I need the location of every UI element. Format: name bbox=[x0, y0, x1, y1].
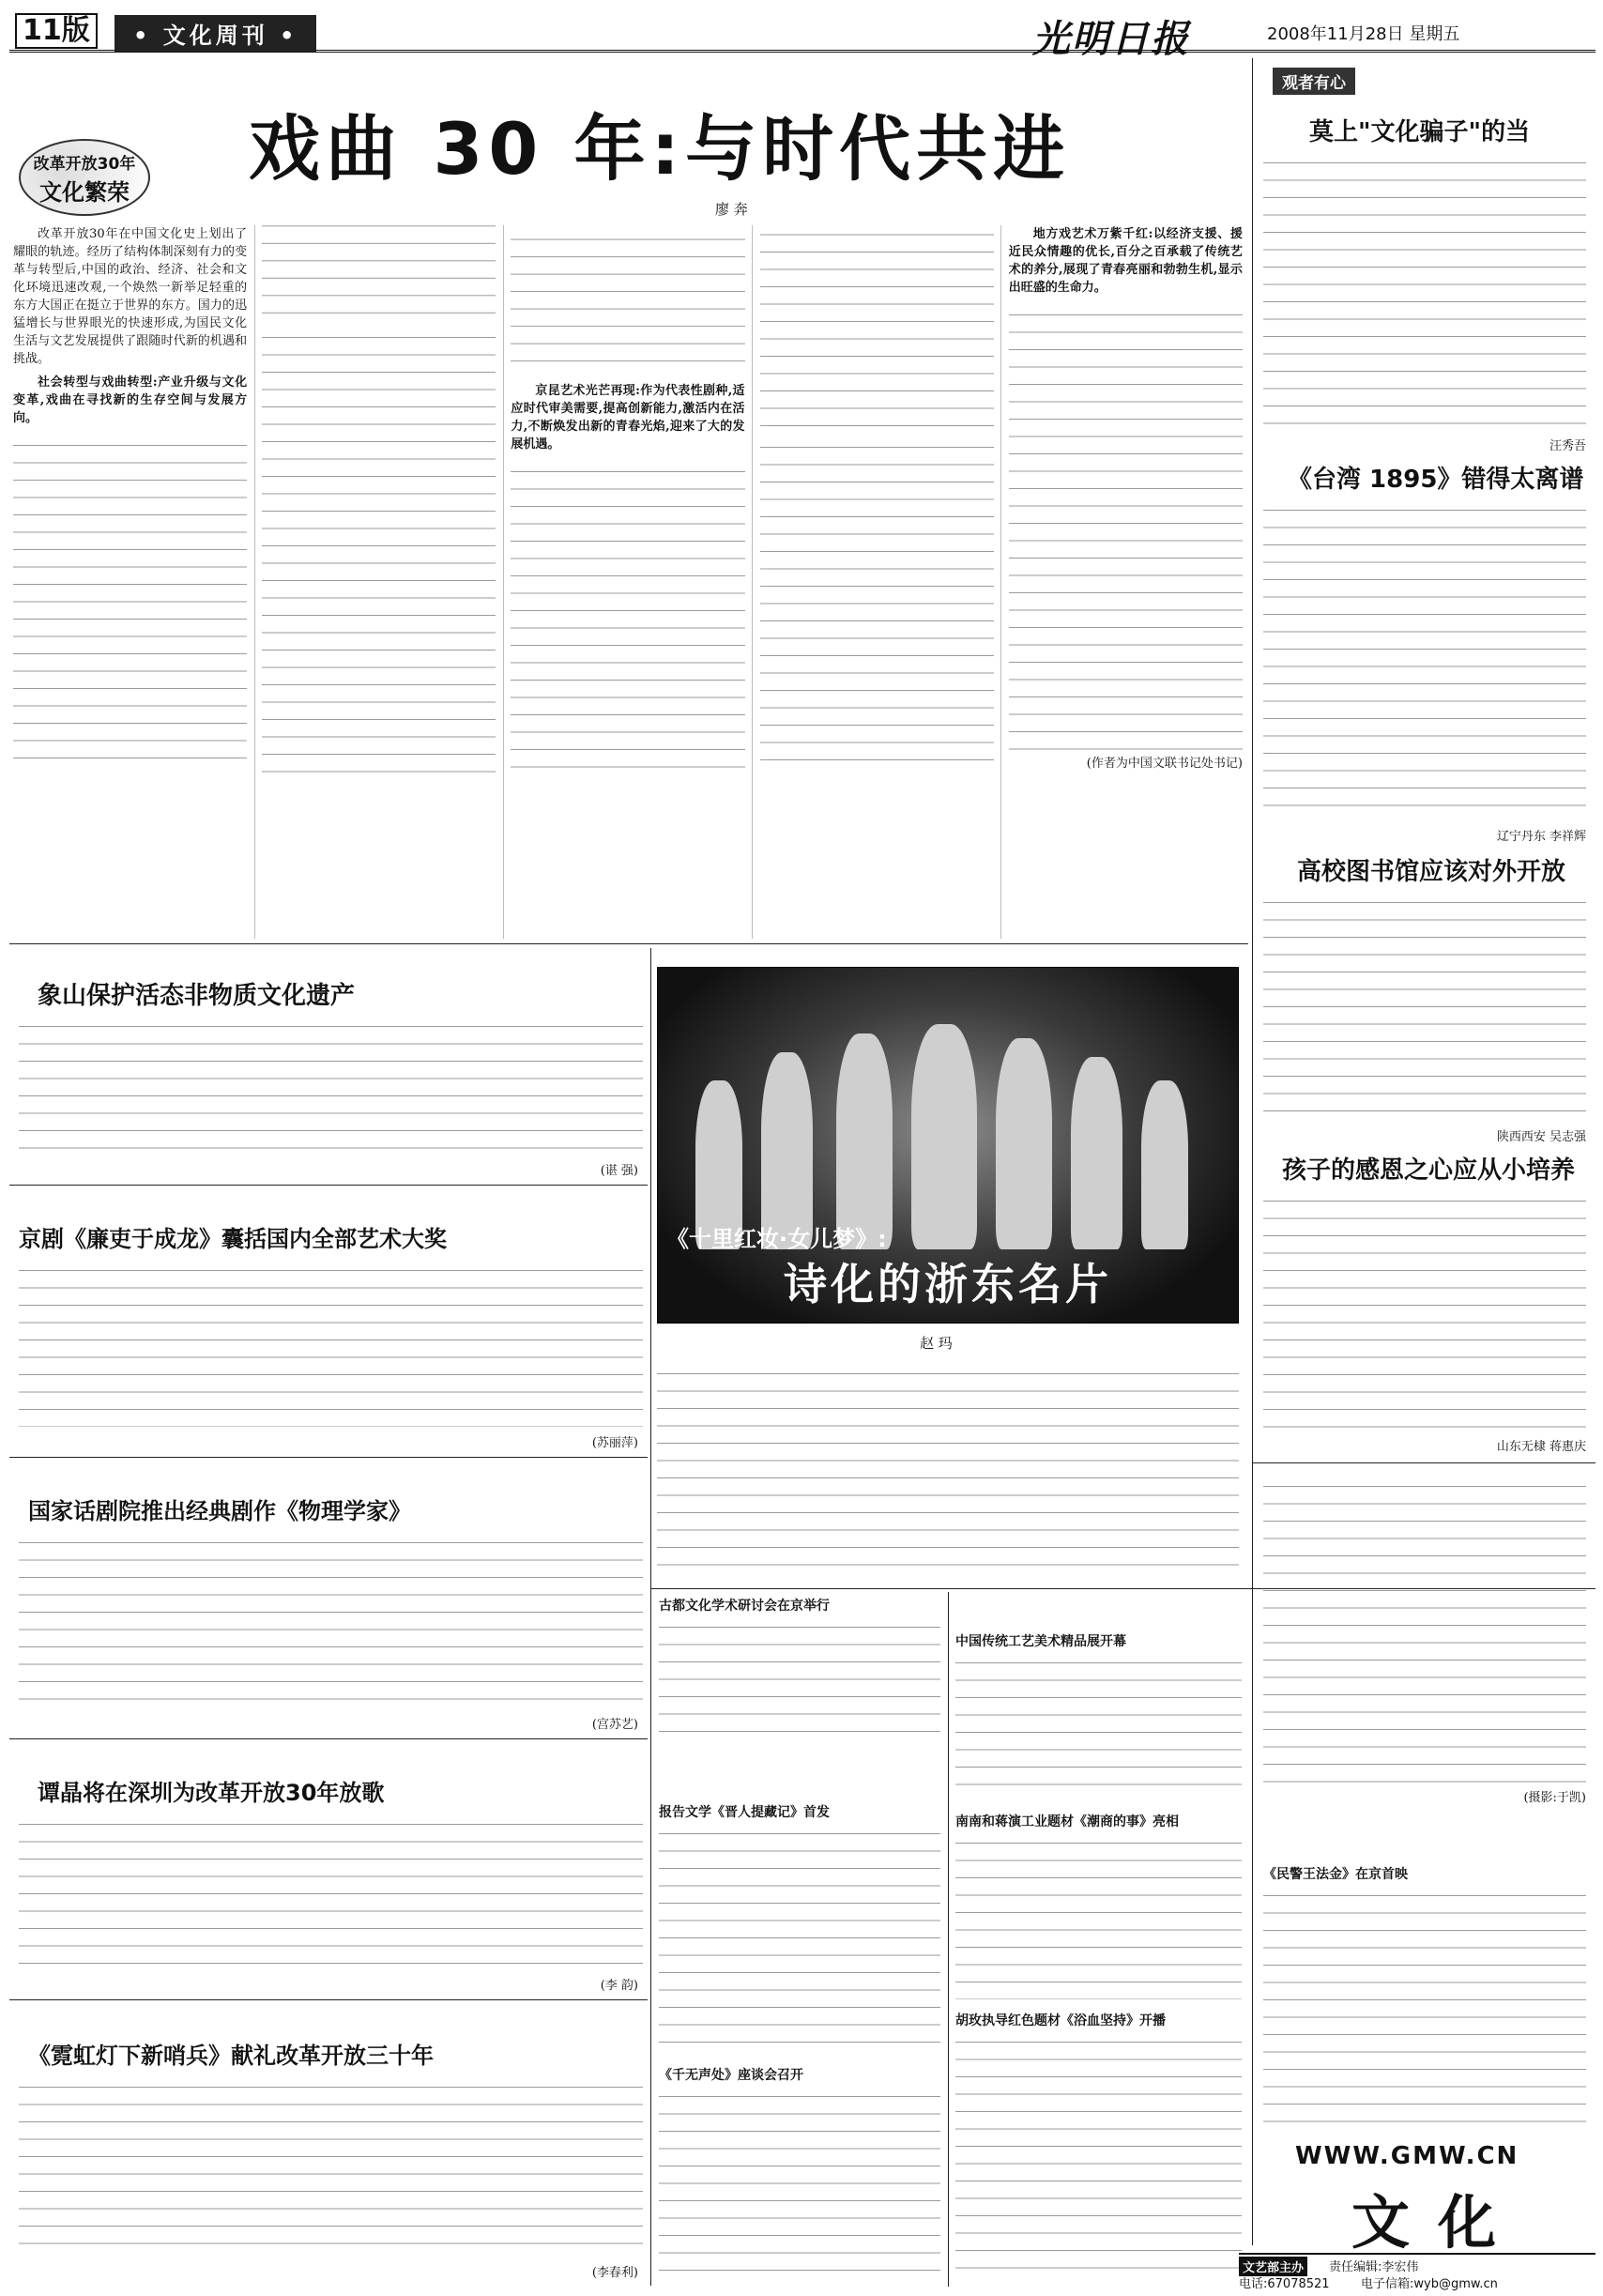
brief-title: 《千无声处》座谈会召开 bbox=[659, 2068, 803, 2083]
right-article-author: 辽宁丹东 李祥辉 bbox=[1496, 830, 1586, 844]
editor-footer bbox=[1239, 2253, 1595, 2290]
brief-body bbox=[659, 2084, 940, 2272]
page-header bbox=[9, 6, 1595, 61]
brief-title: 南南和蒋演工业题材《潮商的事》亮相 bbox=[955, 1814, 1179, 1829]
news-body bbox=[19, 1258, 643, 1427]
main-credit: (作者为中国文联书记处书记) bbox=[1086, 757, 1243, 771]
section-divider bbox=[9, 943, 1248, 944]
feature-credit: (摄影:于凯) bbox=[1523, 1791, 1586, 1805]
right-article-body bbox=[1263, 150, 1586, 432]
news-author: (李春利) bbox=[591, 2266, 638, 2280]
brief-body bbox=[955, 1650, 1242, 1800]
brief-body bbox=[659, 1821, 940, 2056]
brief-title: 《民警王法金》在京首映 bbox=[1263, 1867, 1408, 1882]
main-headline: 戏曲 30 年:与时代共进 bbox=[249, 107, 1071, 191]
news-body bbox=[19, 1812, 643, 1971]
news-title: 京剧《廉吏于成龙》囊括国内全部艺术大奖 bbox=[19, 1226, 447, 1252]
main-subhead-2: 京昆艺术光芒再现:作为代表性剧种,适应时代审美需要,提高创新能力,激活内在活力,不断焕发出新的青春光焰,迎来了大的发展机遇。 bbox=[511, 383, 745, 452]
right-article-author: 陕西西安 吴志强 bbox=[1496, 1130, 1586, 1144]
editor-phone: 电话:67078521 bbox=[1239, 2277, 1330, 2291]
right-article-title: 《台湾 1895》错得太离谱 bbox=[1288, 466, 1584, 494]
right-article-body bbox=[1263, 890, 1586, 1125]
feature-byline: 赵 玛 bbox=[920, 1335, 953, 1352]
main-subhead-3: 地方戏艺术万紫千红:以经济支援、援近民众情趣的优长,百分之百承载了传统艺术的养分,展现了青春亮丽和勃勃生机,显示出旺盛的生命力。 bbox=[1008, 227, 1243, 295]
section-name: • 文化周刊 • bbox=[114, 15, 316, 52]
main-subhead-1: 社会转型与戏曲转型:产业升级与文化变革,戏曲在寻找新的生存空间与发展方向。 bbox=[13, 375, 248, 425]
right-article-title: 莫上"文化骗子"的当 bbox=[1309, 118, 1531, 146]
news-body bbox=[19, 2074, 643, 2253]
main-byline: 廖 奔 bbox=[715, 201, 748, 218]
right-article-author: 山东无棣 蒋惠庆 bbox=[1496, 1440, 1586, 1454]
news-title: 谭晶将在深圳为改革开放30年放歌 bbox=[38, 1780, 385, 1806]
section-label-culture: 文化 bbox=[1351, 2188, 1525, 2257]
news-author: (谌 强) bbox=[600, 1164, 638, 1178]
page-number: 11版 bbox=[15, 13, 98, 49]
website-url: WWW.GMW.CN bbox=[1295, 2142, 1519, 2170]
brief-body bbox=[955, 1830, 1242, 1999]
brief-body bbox=[955, 2029, 1242, 2273]
right-article-body bbox=[1263, 1188, 1586, 1432]
right-article-body bbox=[1263, 497, 1586, 821]
section-divider bbox=[1252, 1462, 1595, 1463]
brief-title: 胡玫执导红色题材《浴血坚持》开播 bbox=[955, 2013, 1166, 2028]
news-title: 《霓虹灯下新哨兵》献礼改革开放三十年 bbox=[28, 2043, 434, 2069]
badge-line-2: 文化繁荣 bbox=[39, 179, 130, 206]
main-text-block bbox=[1009, 302, 1243, 753]
news-author: (李 韵) bbox=[600, 1979, 638, 1993]
masthead-logo: 光明日报 bbox=[1032, 17, 1190, 61]
news-title: 国家话剧院推出经典剧作《物理学家》 bbox=[28, 1498, 411, 1524]
editor-email: 电子信箱:wyb@gmw.cn bbox=[1361, 2277, 1498, 2291]
news-body bbox=[19, 1530, 643, 1708]
feature-caption-big: 诗化的浙东名片 bbox=[784, 1259, 1112, 1309]
column-tag: 观者有心 bbox=[1273, 68, 1355, 95]
feature-body-continued bbox=[1263, 1474, 1586, 1783]
news-author: (宫苏艺) bbox=[591, 1718, 638, 1732]
column-divider bbox=[1252, 58, 1253, 2245]
right-article-author: 汪秀吾 bbox=[1549, 439, 1586, 453]
news-author: (苏丽萍) bbox=[591, 1436, 638, 1450]
section-divider bbox=[9, 1457, 648, 1458]
main-article-body bbox=[13, 225, 1243, 939]
theme-badge bbox=[19, 139, 150, 216]
section-divider bbox=[9, 1999, 648, 2000]
section-divider bbox=[9, 1738, 648, 1739]
right-article-title: 孩子的感恩之心应从小培养 bbox=[1282, 1156, 1576, 1185]
right-article-title: 高校图书馆应该对外开放 bbox=[1297, 858, 1566, 886]
brief-body bbox=[659, 1615, 940, 1737]
section-divider bbox=[9, 1185, 648, 1186]
column-divider bbox=[650, 948, 651, 2286]
brief-title: 报告文学《晋人提藏记》首发 bbox=[659, 1805, 830, 1820]
column-divider bbox=[948, 1592, 949, 2287]
brief-title: 中国传统工艺美术精品展开幕 bbox=[955, 1634, 1126, 1649]
feature-caption-small: 《十里红妆·女儿梦》: bbox=[666, 1226, 887, 1252]
brief-title: 古都文化学术研讨会在京举行 bbox=[659, 1599, 830, 1614]
editor-dept: 文艺部主办 bbox=[1239, 2257, 1307, 2276]
main-text-block bbox=[760, 435, 994, 773]
main-lead: 改革开放30年在中国文化史上划出了耀眼的轨迹。经历了结构体制深刻有力的变革与转型后,中国的政治、经济、社会和文化环境迅速改观,一个焕然一新举足轻重的东方大国正在挺立于世界的东方。国力的迅猛增长与世界眼光的快速形成,为国民文化生活与文艺发展提供了跟随时代新的机遇和挑战。 bbox=[13, 227, 248, 366]
editor-name: 责任编辑:李宏伟 bbox=[1329, 2260, 1419, 2274]
section-divider bbox=[650, 1588, 1595, 1589]
issue-date: 2008年11月28日 星期五 bbox=[1267, 24, 1460, 44]
feature-body bbox=[657, 1361, 1239, 1579]
news-body bbox=[19, 1014, 643, 1155]
news-title: 象山保护活态非物质文化遗产 bbox=[38, 982, 356, 1010]
brief-body bbox=[1263, 1883, 1586, 2136]
badge-line-1: 改革开放30年 bbox=[33, 155, 136, 174]
